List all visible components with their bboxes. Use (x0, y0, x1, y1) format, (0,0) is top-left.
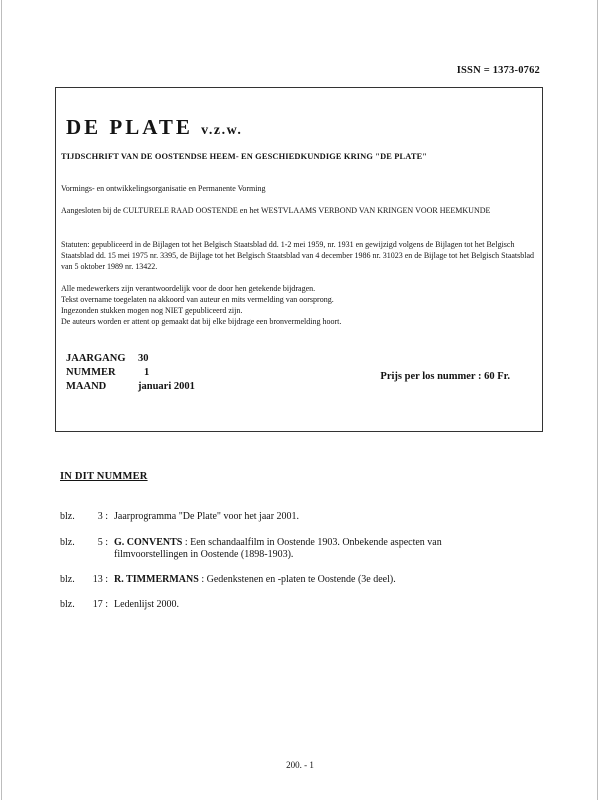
maand-row (66, 381, 195, 395)
journal-subtitle: TIJDSCHRIFT VAN DE OOSTENDSE HEEM- EN GESCHIEDKUNDIGE KRING "DE PLATE" (61, 152, 428, 161)
jaargang-row (66, 353, 195, 367)
note-line: De auteurs worden er attent op gemaakt dat bij elke bijdrage een bronvermelding hoort. (61, 317, 342, 326)
issue-meta (66, 353, 195, 395)
toc-blz: blz. (60, 599, 75, 610)
jaargang-value: 30 (138, 353, 149, 364)
toc-author: R. TIMMERMANS (114, 574, 199, 585)
toc-title: IN DIT NUMMER (60, 471, 148, 482)
toc-blz: blz. (60, 537, 75, 548)
page-footer: 200. - 1 (286, 760, 314, 770)
statuten-text: Statuten: gepubliceerd in de Bijlagen tot het Belgisch Staatsblad dd. 1-2 mei 1959, nr. 1931 en gewijzigd volgens de Bijlagen tot het Belgisch Staatsblad dd. 15 mei 1975 nr. 3395, de Bijlage tot het Belgisch Staatsblad van 4 december 1986 nr. 31023 en de Bijlage tot het Belgisch Staatsblad van 5 oktober 1989 nr. 13422. (61, 240, 535, 271)
masthead-name: DE PLATE (66, 115, 193, 139)
nummer-label: NUMMER (66, 367, 116, 378)
masthead-title (66, 115, 242, 140)
toc-description: Ledenlijst 2000. (114, 599, 179, 610)
toc-text (114, 599, 504, 611)
nummer-row (66, 367, 195, 381)
page-edge-left (1, 0, 2, 800)
note-line: Alle medewerkers zijn verantwoordelijk voor de door hen getekende bijdragen. (61, 284, 316, 293)
masthead-org: v.z.w. (201, 123, 243, 138)
toc-page: 13 : (92, 574, 108, 585)
toc-description: Jaarprogramma "De Plate" voor het jaar 2001. (114, 511, 300, 522)
toc-page: 5 : (97, 537, 108, 548)
masthead-box (55, 87, 543, 432)
toc-page: 3 : (97, 511, 108, 522)
toc-item (60, 574, 510, 586)
jaargang-label: JAARGANG (66, 353, 126, 364)
maand-label: MAAND (66, 381, 107, 392)
toc-text (114, 574, 504, 586)
toc-page: 17 : (92, 599, 108, 610)
toc-blz: blz. (60, 574, 75, 585)
note-line: Ingezonden stukken mogen nog NIET gepubliceerd zijn. (61, 306, 243, 315)
vorming-text: Vormings- en ontwikkelingsorganisatie en Permanente Vorming (61, 184, 266, 193)
toc-description: : Gedenkstenen en -platen te Oostende (3e deel). (201, 574, 396, 585)
nummer-value: 1 (144, 367, 150, 378)
toc-item (60, 599, 510, 611)
toc-author: G. CONVENTS (114, 537, 183, 548)
note-line: Tekst overname toegelaten na akkoord van auteur en mits vermelding van oorsprong. (61, 295, 334, 304)
issn-number: ISSN = 1373-0762 (456, 65, 540, 76)
toc-blz: blz. (60, 511, 75, 522)
toc-item (60, 537, 510, 561)
toc-text (114, 537, 504, 561)
maand-value: januari 2001 (138, 381, 195, 392)
aangesloten-text: Aangesloten bij de CULTURELE RAAD OOSTENDE en het WESTVLAAMS VERBOND VAN KRINGEN VOOR HEEMKUNDE (61, 206, 491, 215)
toc-item (60, 511, 510, 523)
toc-text (114, 511, 504, 523)
page-edge-right (597, 0, 598, 800)
toc-description: : Een schandaalfilm in Oostende 1903. Onbekende aspecten van filmvoorstellingen in Oostende (1898-1903). (114, 537, 442, 560)
price-text: Prijs per los nummer : 60 Fr. (380, 371, 510, 382)
